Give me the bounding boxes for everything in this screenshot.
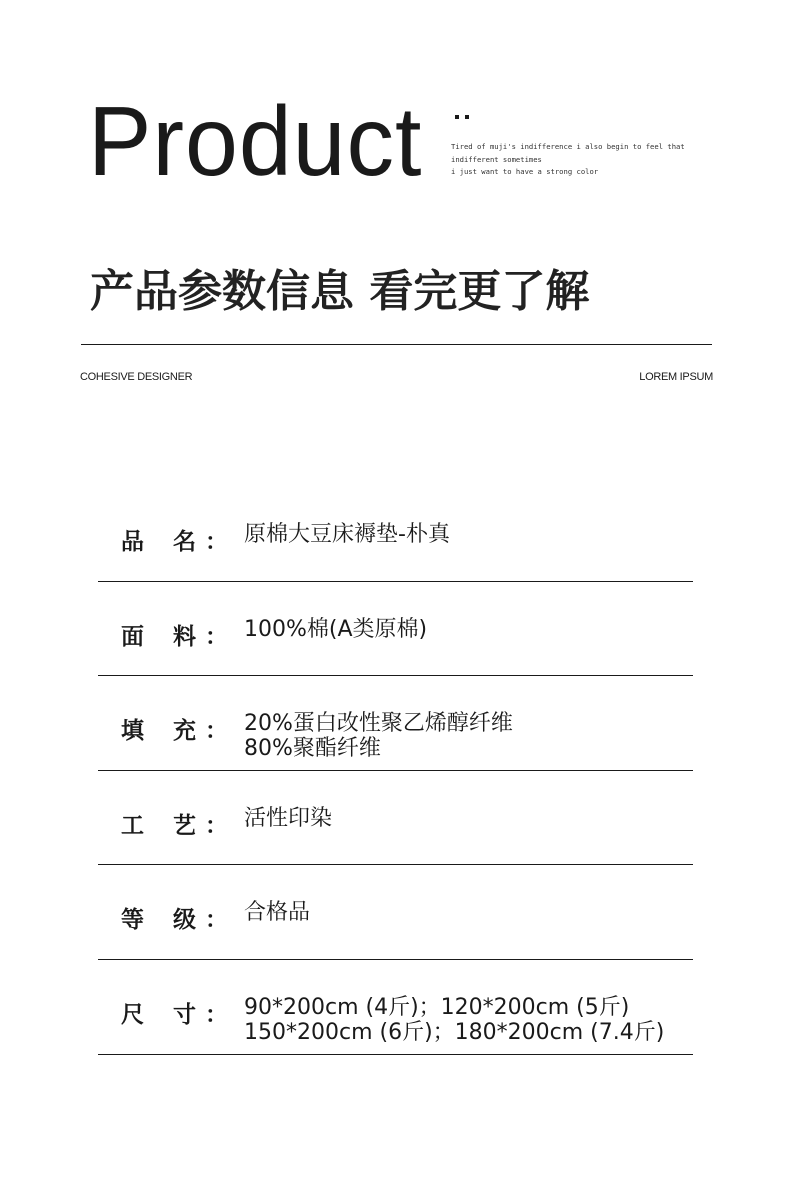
spec-value: 原棉大豆床褥垫-朴真 <box>244 522 450 547</box>
spec-row-size <box>98 960 693 1055</box>
spec-label: 品 名 ： <box>121 529 228 555</box>
tagline-line: Tired of muji's indifference i also begin to feel that <box>451 142 685 151</box>
tagline <box>451 141 691 179</box>
spec-row-grade <box>98 865 693 960</box>
spec-value: 90*200cm (4斤)；120*200cm (5斤) 150*200cm (6斤)；180*200cm (7.4斤) <box>244 994 665 1045</box>
spec-label: 填 充 ： <box>121 718 228 745</box>
section-heading: 产品参数信息 看完更了解 <box>90 266 590 317</box>
spec-label: 工 艺 ： <box>121 812 228 839</box>
spec-value: 活性印染 <box>244 805 333 831</box>
tagline-line: indifferent sometimes <box>451 154 542 164</box>
spec-label: 尺 寸 ： <box>121 1001 228 1028</box>
tagline-line: i just want to have a strong color <box>451 167 599 176</box>
corner-label-left: COHESIVE DESIGNER <box>80 371 193 383</box>
corner-label-right: LOREM IPSUM <box>639 371 713 383</box>
quote-dots-icon <box>454 113 472 121</box>
spec-row-filling <box>98 676 693 771</box>
spec-row-fabric <box>98 582 693 677</box>
spec-label: 等 级 ： <box>121 907 228 934</box>
hero-title: Product <box>88 86 423 196</box>
spec-value: 合格品 <box>244 900 311 926</box>
spec-row-name <box>98 487 693 582</box>
spec-label: 面 料 ： <box>121 623 228 650</box>
divider <box>81 344 712 345</box>
spec-value: 20%蛋白改性聚乙烯醇纤维 80%聚酯纤维 <box>244 711 513 762</box>
spec-table <box>98 487 693 1055</box>
quote-mark-icon <box>454 104 472 126</box>
spec-row-craft <box>98 771 693 866</box>
spec-value: 100%棉(A类原棉) <box>244 616 428 642</box>
